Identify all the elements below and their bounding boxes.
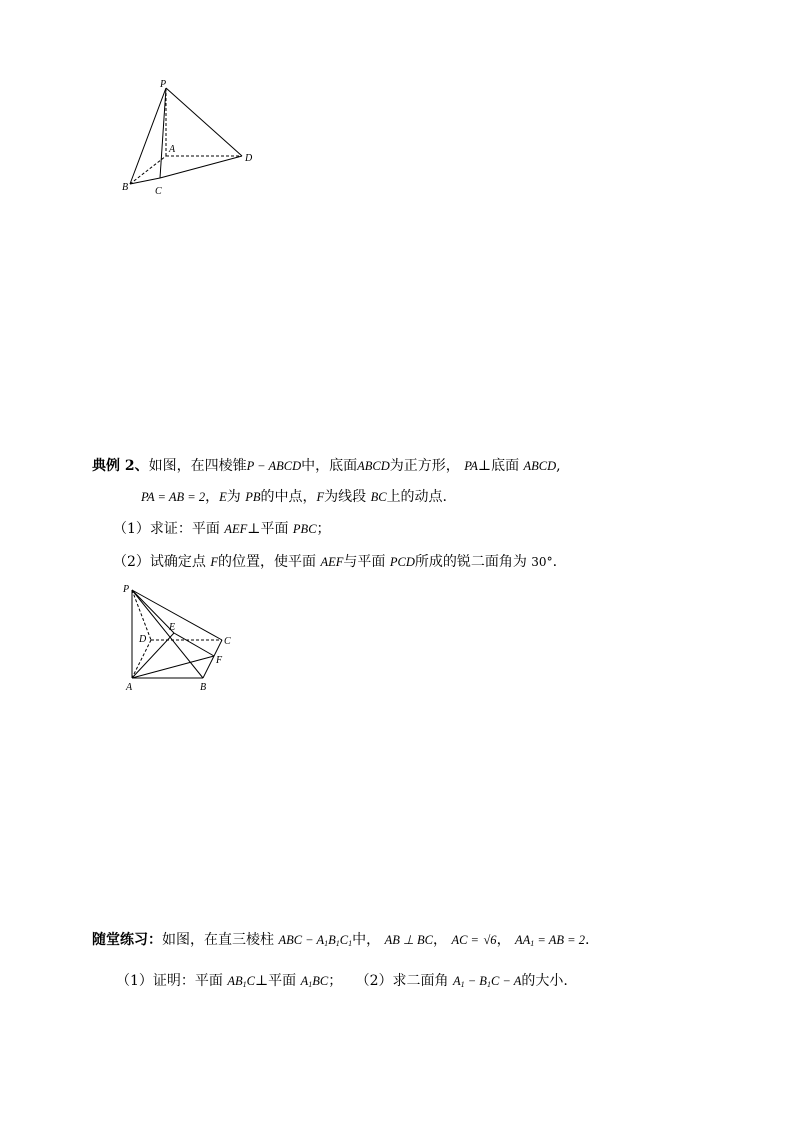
- point-E: E: [219, 490, 227, 504]
- sub: 1: [308, 980, 313, 989]
- prism-name: [278, 933, 352, 947]
- bc: BC: [312, 974, 329, 988]
- practice-text2: 中，: [352, 932, 381, 948]
- dihedral-angle: [453, 974, 521, 988]
- base-name: ABCD: [357, 459, 390, 473]
- practice-line: [92, 931, 589, 953]
- practice-end: .: [584, 932, 590, 948]
- moving-text: 为线段: [324, 489, 367, 505]
- pq1-text1: 证明：平面: [152, 973, 223, 989]
- perp-symbol: ⊥: [247, 521, 261, 537]
- prism-base: ABC − A: [278, 933, 325, 947]
- plane-A1BC: [301, 974, 329, 988]
- aa-eq: = AB = 2: [537, 933, 585, 947]
- q2-text4: 所成的锐二面角为: [414, 554, 527, 570]
- sub: 1: [324, 939, 329, 948]
- label-A: A: [169, 144, 176, 155]
- a: A: [452, 974, 461, 988]
- sub: 1: [335, 939, 340, 948]
- segment-PB: PB: [245, 490, 261, 504]
- label-C: C: [155, 186, 162, 197]
- label-A: A: [126, 682, 133, 693]
- example2-heading: 典例 2、: [92, 458, 149, 474]
- base-name-2: ABCD: [523, 459, 557, 473]
- q2-text3: 与平面: [343, 554, 386, 570]
- pq1-num: （1）: [116, 973, 153, 989]
- semicolon: ；: [328, 973, 343, 989]
- q2-num: （2）: [113, 554, 150, 570]
- q1-text2: 平面: [260, 521, 289, 537]
- label-E: E: [169, 622, 176, 633]
- pyramid-name: P − ABCD: [246, 459, 302, 473]
- example2-line2: PA = AB = 2，E为 PB的中点，F为线段 BC上的动点.: [141, 489, 448, 505]
- midpoint-text: 为: [226, 489, 241, 505]
- ab: AB: [227, 974, 243, 988]
- condition: PA = AB = 2: [141, 490, 206, 504]
- plane-PCD: PCD: [389, 555, 415, 569]
- practice-text1: 如图，在直三棱柱: [162, 932, 274, 948]
- midpoint-text2: 的中点，: [260, 489, 317, 505]
- figure-pyramid-1: [118, 78, 268, 203]
- label-P: P: [123, 584, 130, 595]
- prism-b: B: [328, 933, 336, 947]
- pq2-num: （2）: [355, 973, 393, 989]
- q2-end: .: [552, 554, 558, 570]
- pq2-text4: 的大小.: [521, 973, 568, 989]
- label-D: D: [139, 634, 147, 645]
- label-D: D: [245, 153, 253, 164]
- q2-text1: 试确定点: [149, 554, 206, 570]
- q1-num: （1）: [113, 521, 150, 537]
- label-C: C: [224, 636, 231, 647]
- figure-pyramid-2: [118, 580, 248, 695]
- q1-end: ；: [316, 521, 331, 537]
- pa-segment: PA: [464, 459, 478, 473]
- question-1: [113, 520, 331, 538]
- sub: 1: [242, 980, 247, 989]
- perp-symbol: ⊥: [255, 973, 269, 989]
- question-2: [113, 553, 557, 571]
- comma: ，: [432, 932, 447, 948]
- example2-line1: [92, 457, 561, 475]
- label-P: P: [160, 79, 167, 90]
- q1-text1: 求证：平面: [149, 521, 220, 537]
- example2-intro3: 为正方形，: [389, 458, 460, 474]
- c: C: [246, 974, 255, 988]
- ab-perp-bc: AB ⊥ BC: [384, 933, 433, 947]
- label-F: F: [216, 655, 223, 666]
- label-B: B: [200, 682, 207, 693]
- comma: ，: [496, 932, 511, 948]
- ca: C − A: [490, 974, 522, 988]
- plane-AEF: AEF: [320, 555, 344, 569]
- sub: 1: [460, 980, 465, 989]
- plane-AEF: AEF: [224, 522, 248, 536]
- example2-intro4: 底面: [491, 458, 520, 474]
- q2-text2: 的位置，使平面: [218, 554, 317, 570]
- comma: ,: [556, 458, 561, 474]
- prism-c: C: [339, 933, 349, 947]
- moving-text2: 上的动点.: [386, 489, 448, 505]
- example2-intro: 如图，在四棱锥: [148, 458, 247, 474]
- practice-questions: [116, 972, 568, 994]
- practice-heading: 随堂练习：: [92, 932, 162, 948]
- example2-intro2: 中，底面: [301, 458, 358, 474]
- a: A: [300, 974, 309, 988]
- b: − B: [467, 974, 487, 988]
- segment-BC: BC: [370, 490, 387, 504]
- aa1-eq: [515, 933, 585, 947]
- aa: AA: [515, 933, 531, 947]
- sub: 1: [348, 939, 353, 948]
- sub: 1: [486, 980, 491, 989]
- sqrt-six: √6: [483, 933, 497, 947]
- plane-PBC: PBC: [292, 522, 317, 536]
- perp-symbol: ⊥: [477, 458, 492, 474]
- sub: 1: [530, 939, 535, 948]
- ac-eq: AC =: [451, 933, 479, 947]
- plane-AB1C: [227, 974, 255, 988]
- point-F: F: [210, 555, 219, 569]
- pq1-text2: 平面: [268, 973, 297, 989]
- angle-value: 30°: [531, 555, 553, 569]
- pq2-text3: 求二面角: [392, 973, 449, 989]
- label-B: B: [122, 182, 129, 193]
- point-F: F: [316, 490, 325, 504]
